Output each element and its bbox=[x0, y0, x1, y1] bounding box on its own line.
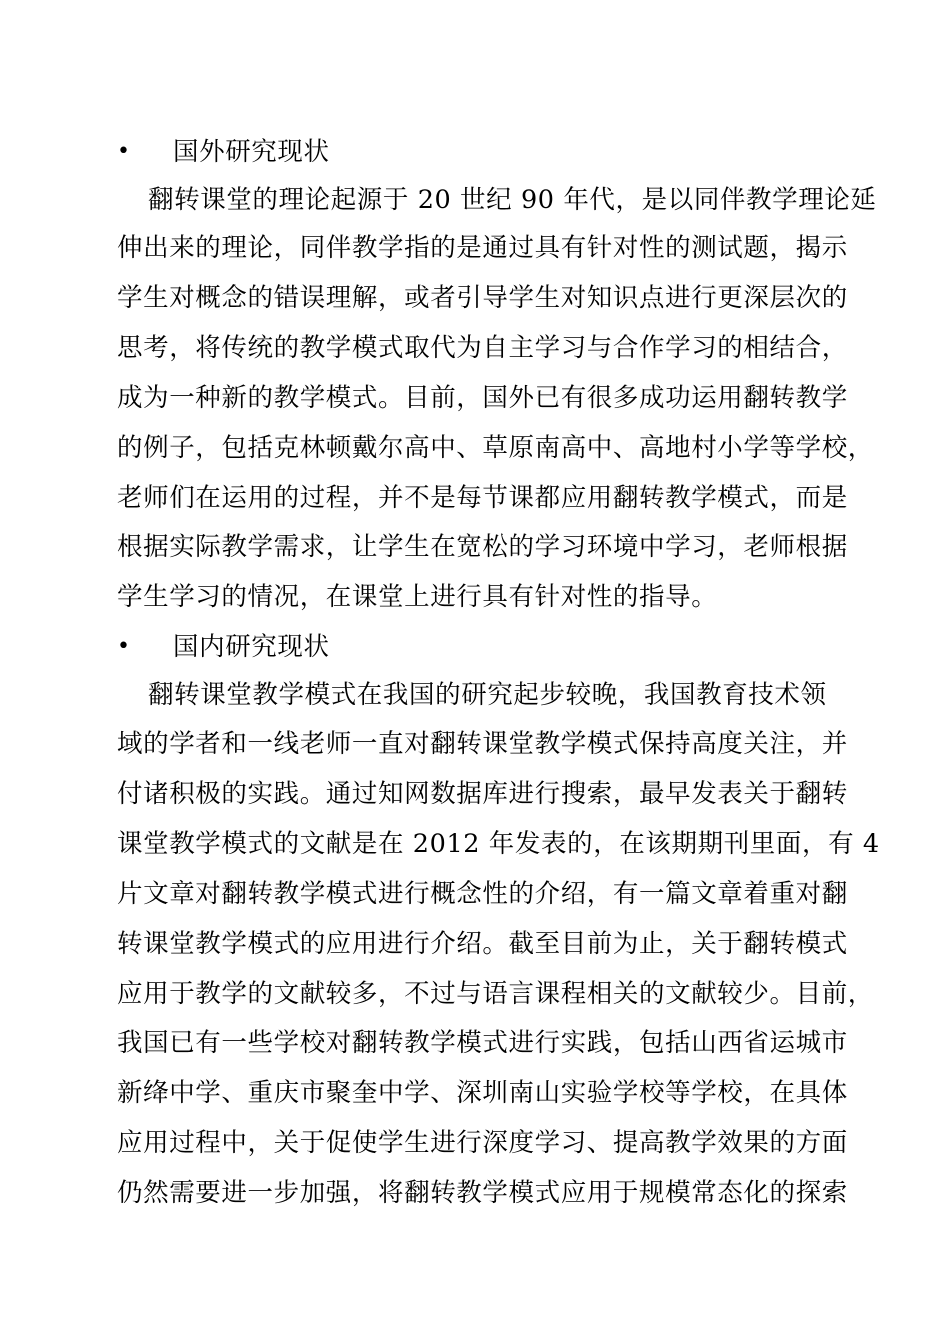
document-page: • 国外研究现状 翻转课堂的理论起源于 20 世纪 90 年代，是以同伴教学理论延 伸出来的理论，同伴教学指的是通过具有针对性的测试题，揭示 学生对概念的错误理解，或者引导学生对知识点进行更深层次的 思考，将传统的教学模式取代为自主学习与合作学习的相结合， 成为一种新的教学模式。目前，国外已有很多成功运用翻转教学 的例子，包括克林顿戴尔高中、草原南高中、高地村小学等学校， 老师们在运用的过程，并不是每节课都应用翻转教学模式，而是 根据实际教学需求，让学生在宽松的学习环境中学习，老师根据 学生学习的情况，在课堂上进行具有针对性的指导。 • 国内研究现状 翻转课堂教学模式在我国的研究起步较晚，我国教育技术领 域的学者和一线老师一直对翻转课堂教学模式保持高度关注，并 付诸积极的实践。通过知网数据库进行搜索，最早发表关于翻转 课堂教学模式的文献是在 2012 年发表的，在该期期刊里面，有 4 片文章对翻转教学模式进行概念性的介绍，有一篇文章着重对翻 转课堂教学模式的应用进行介绍。截至目前为止，关于翻转模式 应用于教学的文献较多，不过与语言课程相关的文献较少。目前， 我国已有一些学校对翻转教学模式进行实践，包括山西省运城市 新绛中学、重庆市聚奎中学、深圳南山实验学校等学校，在具体 应用过程中，关于促使学生进行深度学习、提高教学效果的方面 仍然需要进一步加强，将翻转教学模式应用于规模常态化的探索 bbox=[0, 0, 950, 1344]
bullet-icon: • bbox=[117, 139, 130, 164]
heading-text: 国内研究现状 bbox=[173, 632, 330, 662]
heading-text: 国外研究现状 bbox=[173, 137, 330, 167]
bullet-icon: • bbox=[117, 634, 130, 659]
